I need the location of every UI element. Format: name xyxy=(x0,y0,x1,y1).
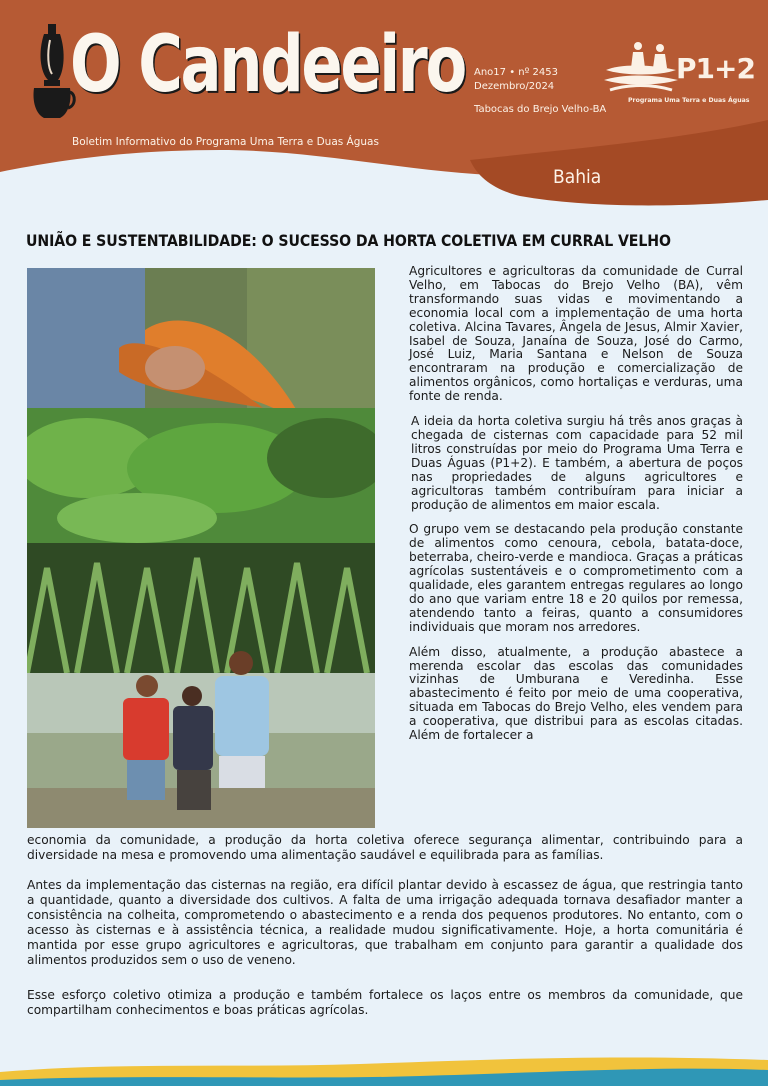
article-paragraph: Antes da implementação das cisternas na região, era difícil plantar devido à escassez de água, que restringia tanto a quantidade, quanto a diversidade dos cultivos. A falta de uma irrigação adequada tornava desafiador manter a consistência na colheita, comprometendo o abastecimento e a renda dos pequenos produtores. No entanto, com o acesso às cisternas e à assistência técnica, a realidade mudou significativamente. Hoje, a horta comunitária é mantida por esse grupo agricultores e agricultoras, que trabalham em conjunto para garantir a qualidade dos alimentos produzidos sem o uso de veneno. xyxy=(27,878,743,967)
p1-2-mark: P1+2 xyxy=(676,52,755,85)
issue-location: Tabocas do Brejo Velho-BA xyxy=(474,104,607,115)
footer-wave xyxy=(0,1046,768,1086)
article-paragraph: Agricultores e agricultoras da comunidade de Curral Velho, em Tabocas do Brejo Velho (BA), vêm transformando suas vidas e movimentando a economia local com a implementação de uma horta coletiva. Alcina Tavares, Ângela de Jesus, Almir Xavier, Isabel de Souza, Janaína de Souza, José do Carmo, José Luiz, Maria Santana e Nelson de Souza encontraram na produção e comercialização de alimentos orgânicos, como hortaliças e verduras, uma fonte de renda. xyxy=(409,264,743,404)
farmers-logo-icon xyxy=(600,40,680,96)
article-continuation xyxy=(27,833,743,863)
issue-info xyxy=(474,66,558,94)
article-paragraph: economia da comunidade, a produção da horta coletiva oferece segurança alimentar, contribuindo para a diversidade na mesa e promovendo uma alimentação saudável e equilibrada para as famílias. xyxy=(27,833,743,862)
article-paragraph: Além disso, atualmente, a produção abastece a merenda escolar das escolas das comunidades vizinhas de Umburana e Veredinha. Esse abastecimento é feito por meio de uma cooperativa, situada em Tabocas do Brejo Velho, eles vendem para a cooperativa, que distribui para as escolas citadas. Além de fortalecer a xyxy=(409,644,743,743)
article-headline: UNIÃO E SUSTENTABILIDADE: O SUCESSO DA HORTA COLETIVA EM CURRAL VELHO xyxy=(26,232,671,250)
state-label: Bahia xyxy=(553,166,602,188)
garden-photo-collage xyxy=(27,268,375,828)
article-closing xyxy=(27,988,743,1018)
p1-2-logo xyxy=(600,40,755,110)
masthead-subtitle: Boletim Informativo do Programa Uma Terra e Duas Águas xyxy=(72,136,379,148)
masthead-title: O Candeeiro xyxy=(70,20,465,110)
issue-date: Dezembro/2024 xyxy=(474,81,555,92)
p1-2-caption: Programa Uma Terra e Duas Águas xyxy=(628,97,750,104)
article-paragraph: O grupo vem se destacando pela produção constante de alimentos como cenoura, cebola, batata-doce, beterraba, cheiro-verde e mandioca. Graças a práticas agrícolas sustentáveis e o comprometimento com a qualidade, eles garantem entregas regulares ao longo do ano que variam entre 18 e 20 quilos por remessa, atendendo tanto a feiras, quanto a consumidores individuais que moram nos arredores. xyxy=(409,522,743,634)
article-body-full xyxy=(27,878,743,968)
issue-number: Ano17 • nº 2453 xyxy=(474,67,558,78)
article-paragraph: A ideia da horta coletiva surgiu há três anos graças à chegada de cisternas com capacidade para 52 mil litros construídas por meio do Programa Uma Terra e Duas Águas (P1+2). E também, a abertura de poços nas propriedades de alguns agricultores e agricultoras também contribuíram para iniciar a produção de alimentos em maior escala. xyxy=(411,414,743,512)
article-column xyxy=(409,265,743,743)
article-paragraph: Esse esforço coletivo otimiza a produção e também fortalece os laços entre os membros da comunidade, que compartilham conhecimentos e boas práticas agrícolas. xyxy=(27,988,743,1017)
